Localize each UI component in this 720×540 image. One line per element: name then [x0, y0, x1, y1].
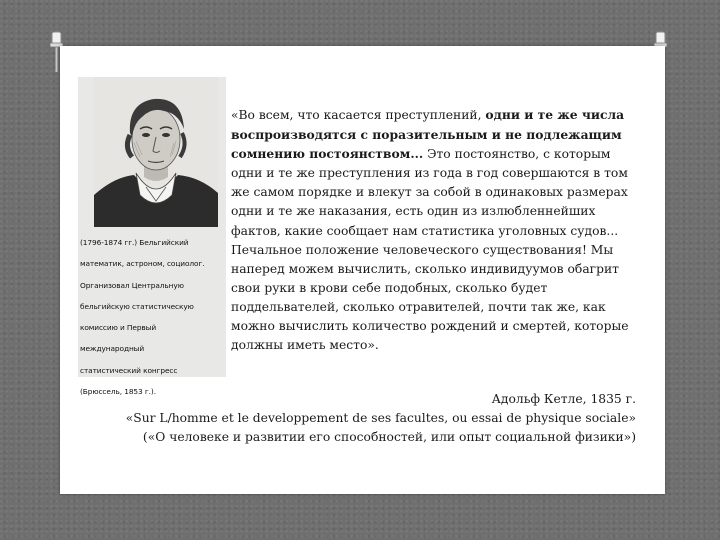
quote-line: можно вычислить количество рождений и смертей, которые: [231, 319, 629, 334]
quote-text: Это постоянство, с которым: [423, 147, 611, 162]
translated-title: («О человеке и развитии его способностей, или опыт социальной физики»): [142, 430, 636, 444]
bio-line: (Брюссель, 1853 г.).: [80, 387, 156, 397]
author-line: Адольф Кетле, 1835 г.: [491, 392, 636, 406]
quote-line: [231, 144, 621, 164]
bio-line: Организовал Центральную: [80, 280, 184, 290]
quote-emphasis: сомнению постоянством...: [231, 146, 424, 162]
quote-emphasis: воспроизводятся с поразительным и не подлежащим: [231, 127, 622, 143]
quote-block: [231, 105, 629, 355]
quote-line: одни и те же преступления из года в год совершаются в том: [231, 166, 628, 181]
original-title: «Sur L/homme et le developpement de ses facultes, ou essai de physique sociale»: [125, 411, 636, 425]
bio-line: статистический конгресс: [80, 365, 178, 375]
quote-line: одни и те же наказания, есть один из излюбленнейших: [231, 204, 596, 219]
portrait-engraving-icon: [94, 77, 218, 227]
quote-line: фактов, какие сообщает нам статистика уголовных судов...: [231, 223, 619, 238]
quote-text: «Во всем, что касается преступлений,: [231, 108, 486, 122]
quote-line: должны иметь место».: [231, 338, 379, 353]
quote-line: Печальное положение человеческого существования! Мы: [231, 242, 614, 257]
quote-line: наперед можем вычислить, сколько индивидуумов обагрит: [231, 261, 619, 276]
quote-line: [231, 105, 625, 125]
bio-line: математик, астроном, социолог.: [80, 259, 205, 269]
biography-caption: [80, 232, 230, 402]
quote-line: поддельвателей, сколько отравителей, почти так же, как: [231, 299, 606, 314]
quote-line: свои руки в крови себе подобных, сколько будет: [231, 280, 548, 295]
attribution-block: [126, 390, 636, 447]
bio-line: (1796-1874 гг.) Бельгийский: [80, 238, 189, 247]
bio-line: международный: [80, 344, 145, 354]
bio-line: бельгийскую статистическую: [80, 301, 194, 311]
quote-line: же самом порядке и влекут за собой в одинаковых размерах: [231, 185, 628, 200]
quote-emphasis: одни и те же числа: [485, 107, 625, 122]
bio-line: комиссию и Первый: [80, 323, 157, 333]
